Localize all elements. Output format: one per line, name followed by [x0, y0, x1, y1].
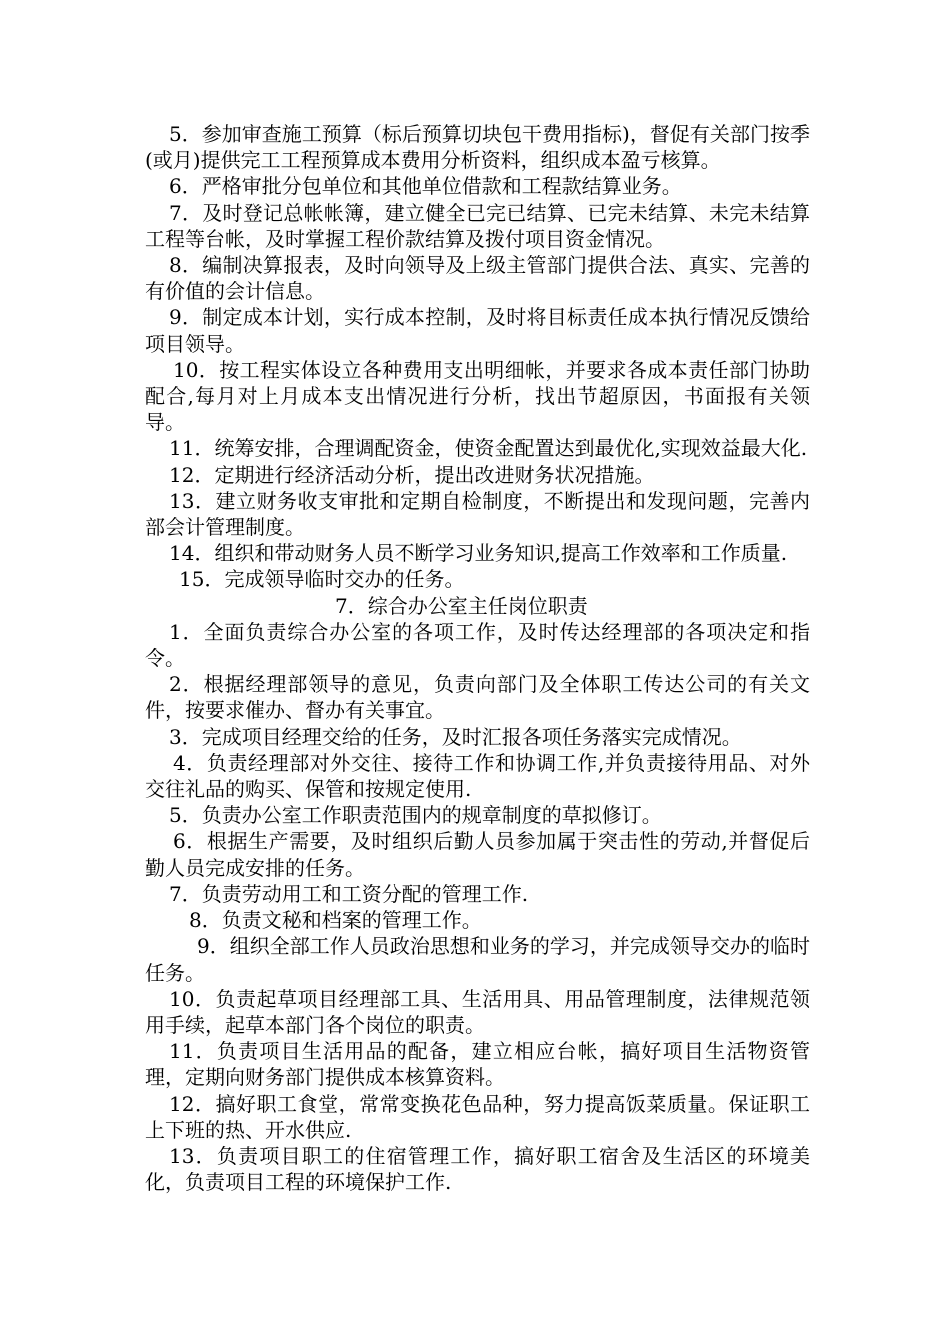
paragraph-b-13: 13．负责项目职工的住宿管理工作，搞好职工宿舍及生活区的环境美化，负责项目工程的环境保护工作. — [145, 1143, 810, 1195]
paragraph-a-14: 14．组织和带动财务人员不断学习业务知识,提高工作效率和工作质量. — [169, 541, 788, 566]
document-page — [145, 121, 810, 1195]
paragraph-b-4: 4．负责经理部对外交往、接待工作和协调工作,并负责接待用品、对外交往礼品的购买、保管和按规定使用. — [145, 750, 810, 802]
section-title: 7．综合办公室主任岗位职责 — [335, 593, 588, 618]
paragraph-a-11: 11．统筹安排，合理调配资金，使资金配置达到最优化,实现效益最大化. — [169, 436, 808, 461]
paragraph-a-9: 9．制定成本计划，实行成本控制，及时将目标责任成本执行情况反馈给项目领导。 — [145, 305, 810, 356]
paragraph-b-9: 9．组织全部工作人员政治思想和业务的学习，并完成领导交办的临时任务。 — [145, 934, 810, 985]
paragraph-b-7: 7．负责劳动用工和工资分配的管理工作. — [169, 881, 529, 906]
paragraph-a-13: 13．建立财务收支审批和定期自检制度，不断提出和发现问题，完善内部会计管理制度。 — [145, 488, 810, 540]
paragraph-b-3: 3．完成项目经理交给的任务，及时汇报各项任务落实完成情况。 — [169, 724, 742, 749]
paragraph-a-8: 8．编制决算报表，及时向领导及上级主管部门提供合法、真实、完善的有价值的会计信息。 — [145, 253, 810, 304]
paragraph-b-2: 2．根据经理部领导的意见，负责向部门及全体职工传达公司的有关文件，按要求催办、督办有关事宜。 — [145, 672, 810, 723]
paragraph-a-5: 5．参加审查施工预算（标后预算切块包干费用指标)，督促有关部门按季(或月)提供完工工程预算成本费用分析资料，组织成本盈亏核算。 — [145, 122, 810, 173]
paragraph-b-10: 10．负责起草项目经理部工具、生活用具、用品管理制度，法律规范领用手续，起草本部门各个岗位的职责。 — [145, 986, 810, 1037]
paragraph-b-11: 11．负责项目生活用品的配备，建立相应台帐，搞好项目生活物资管理，定期向财务部门提供成本核算资料。 — [145, 1039, 810, 1090]
paragraph-a-7: 7．及时登记总帐帐簿，建立健全已完已结算、已完未结算、未完未结算工程等台帐，及时掌握工程价款结算及拨付项目资金情况。 — [145, 200, 810, 251]
paragraph-b-6: 6．根据生产需要，及时组织后勤人员参加属于突击性的劳动,并督促后勤人员完成安排的任务。 — [145, 829, 810, 880]
paragraph-a-12: 12．定期进行经济活动分析，提出改进财务状况措施。 — [169, 462, 655, 487]
paragraph-b-1: 1．全面负责综合办公室的各项工作，及时传达经理部的各项决定和指令。 — [145, 619, 810, 671]
paragraph-a-6: 6．严格审批分包单位和其他单位借款和工程款结算业务。 — [169, 174, 682, 199]
paragraph-a-15: 15．完成领导临时交办的任务。 — [179, 567, 465, 592]
paragraph-b-12: 12．搞好职工食堂，常常变换花色品种，努力提高饭菜质量。保证职工上下班的热、开水供应. — [145, 1091, 810, 1142]
paragraph-a-10: 10．按工程实体设立各种费用支出明细帐，并要求各成本责任部门协助配合,每月对上月成本支出情况进行分析，找出节超原因，书面报有关领导。 — [145, 357, 810, 435]
paragraph-b-5: 5．负责办公室工作职责范围内的规章制度的草拟修订。 — [169, 803, 662, 828]
paragraph-b-8: 8．负责文秘和档案的管理工作。 — [189, 908, 482, 933]
